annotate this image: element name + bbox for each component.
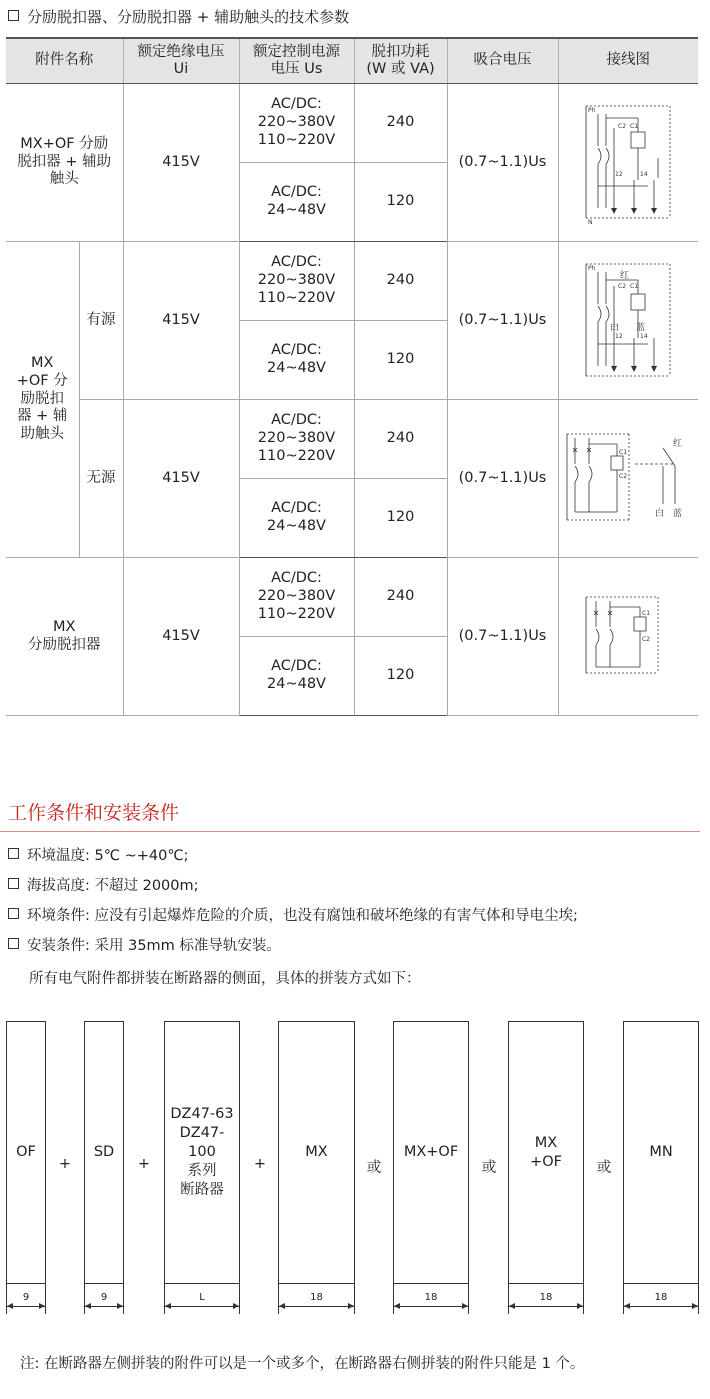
table-row — [6, 242, 698, 321]
assembly-box-breaker: DZ47-63 DZ47- 100 系列 断路器 — [164, 1021, 240, 1284]
svg-text:红: 红 — [673, 438, 683, 449]
cell-power: 120 — [354, 321, 447, 400]
cell-power: 120 — [354, 163, 447, 242]
checkbox-bullet-icon — [8, 878, 19, 889]
spec-title: 分励脱扣器、分励脱扣器 + 辅助触头的技术参数 — [8, 6, 349, 27]
table-header-row — [6, 38, 698, 84]
row-subname-active: 有源 — [79, 242, 123, 400]
header-ui: 额定绝缘电压 Ui — [123, 38, 239, 84]
condition-item: 安装条件: 采用 35mm 标准导轨安装。 — [8, 934, 281, 955]
cell-power: 240 — [354, 558, 447, 637]
condition-item: 环境条件: 应没有引起爆炸危险的介质，也没有腐蚀和破坏绝缘的有害气体和导电尘埃; — [8, 904, 578, 925]
width-dimension: 18 — [623, 1284, 699, 1314]
cell-us-dc: AC/DC: 24~48V — [239, 637, 354, 716]
condition-item: 环境温度: 5℃ ~+40℃; — [8, 844, 189, 865]
wiring-diagram-2 — [558, 242, 698, 400]
operator-or: 或 — [596, 1160, 612, 1176]
header-pickup: 吸合电压 — [447, 38, 558, 84]
width-dimension: 18 — [278, 1284, 355, 1314]
operator-plus: + — [58, 1156, 72, 1172]
wiring-diagram-icon — [578, 98, 678, 228]
wiring-diagram-icon — [578, 256, 678, 386]
cell-power: 240 — [354, 400, 447, 479]
header-accessory-name: 附件名称 — [6, 38, 123, 84]
width-dimension: 9 — [84, 1284, 124, 1314]
svg-text:14: 14 — [640, 332, 648, 340]
row-name-mx: MX 分励脱扣器 — [6, 558, 123, 716]
cell-us-dc: AC/DC: 24~48V — [239, 479, 354, 558]
assembly-box-mn: MN — [623, 1021, 699, 1284]
cell-us-ac: AC/DC: 220~380V 110~220V — [239, 558, 354, 637]
cell-ui: 415V — [123, 400, 239, 558]
wiring-diagram-icon — [578, 587, 678, 687]
header-us: 额定控制电源 电压 Us — [239, 38, 354, 84]
svg-text:14: 14 — [640, 170, 648, 178]
svg-text:C2: C2 — [642, 635, 651, 643]
row-name-mxof-2: MX +OF 分 励脱扣 器 + 辅 助触头 — [6, 242, 79, 558]
cell-us-ac: AC/DC: 220~380V 110~220V — [239, 242, 354, 321]
svg-text:C2: C2 — [619, 472, 628, 480]
cell-us-ac: AC/DC: 220~380V 110~220V — [239, 84, 354, 163]
operator-or: 或 — [366, 1160, 382, 1176]
cell-us-dc: AC/DC: 24~48V — [239, 163, 354, 242]
footnote: 注: 在断路器左侧拼装的附件可以是一个或多个，在断路器右侧拼装的附件只能是 1 个。 — [20, 1356, 585, 1372]
width-dimension: 9 — [6, 1284, 46, 1314]
width-dimension: 18 — [393, 1284, 469, 1314]
table-row — [6, 84, 698, 163]
svg-text:12: 12 — [615, 170, 623, 178]
width-dimension: 18 — [508, 1284, 584, 1314]
svg-text:C2: C2 — [618, 282, 627, 290]
header-power: 脱扣功耗 (W 或 VA) — [354, 38, 447, 84]
operator-plus: + — [137, 1156, 151, 1172]
assembly-box-mx: MX — [278, 1021, 355, 1284]
cell-pickup: (0.7~1.1)Us — [447, 242, 558, 400]
assembly-intro: 所有电气附件都拼装在断路器的侧面，具体的拼装方式如下： — [29, 971, 421, 987]
cell-pickup: (0.7~1.1)Us — [447, 84, 558, 242]
section-divider — [0, 831, 700, 832]
wiring-diagram-icon — [563, 424, 693, 534]
checkbox-bullet-icon — [8, 10, 19, 21]
checkbox-bullet-icon — [8, 938, 19, 949]
row-subname-passive: 无源 — [79, 400, 123, 558]
svg-text:红: 红 — [620, 270, 630, 281]
svg-text:C1: C1 — [642, 609, 651, 617]
svg-text:白: 白 — [610, 322, 620, 333]
spec-table — [6, 37, 698, 716]
table-row — [6, 558, 698, 637]
cell-pickup: (0.7~1.1)Us — [447, 558, 558, 716]
section-title: 工作条件和安装条件 — [8, 802, 180, 824]
svg-text:C1: C1 — [630, 282, 639, 290]
cell-power: 120 — [354, 637, 447, 716]
row-name-mxof: MX+OF 分励 脱扣器 + 辅助 触头 — [6, 84, 123, 242]
assembly-box-sd: SD — [84, 1021, 124, 1284]
svg-text:C1: C1 — [619, 448, 628, 456]
cell-us-ac: AC/DC: 220~380V 110~220V — [239, 400, 354, 479]
svg-text:Ph: Ph — [588, 264, 596, 272]
header-wiring: 接线图 — [558, 38, 698, 84]
cell-ui: 415V — [123, 242, 239, 400]
assembly-box-mxof-2: MX +OF — [508, 1021, 584, 1284]
operator-plus: + — [253, 1156, 267, 1172]
svg-text:N: N — [588, 218, 593, 226]
svg-text:蓝: 蓝 — [673, 508, 683, 519]
assembly-box-of: OF — [6, 1021, 46, 1284]
svg-text:12: 12 — [615, 332, 623, 340]
width-dimension: L — [164, 1284, 240, 1314]
cell-power: 240 — [354, 84, 447, 163]
cell-us-dc: AC/DC: 24~48V — [239, 321, 354, 400]
cell-ui: 415V — [123, 84, 239, 242]
cell-power: 240 — [354, 242, 447, 321]
checkbox-bullet-icon — [8, 848, 19, 859]
assembly-box-mxof: MX+OF — [393, 1021, 469, 1284]
condition-item: 海拔高度: 不超过 2000m; — [8, 874, 199, 895]
wiring-diagram-4 — [558, 558, 698, 716]
svg-text:Ph: Ph — [588, 106, 596, 114]
cell-power: 120 — [354, 479, 447, 558]
svg-text:C1: C1 — [630, 122, 639, 130]
wiring-diagram-3 — [558, 400, 698, 558]
table-row — [6, 400, 698, 479]
operator-or: 或 — [481, 1160, 497, 1176]
svg-text:白: 白 — [655, 508, 665, 519]
cell-pickup: (0.7~1.1)Us — [447, 400, 558, 558]
svg-text:蓝: 蓝 — [636, 322, 646, 333]
checkbox-bullet-icon — [8, 908, 19, 919]
wiring-diagram-1 — [558, 84, 698, 242]
cell-ui: 415V — [123, 558, 239, 716]
svg-text:C2: C2 — [618, 122, 627, 130]
